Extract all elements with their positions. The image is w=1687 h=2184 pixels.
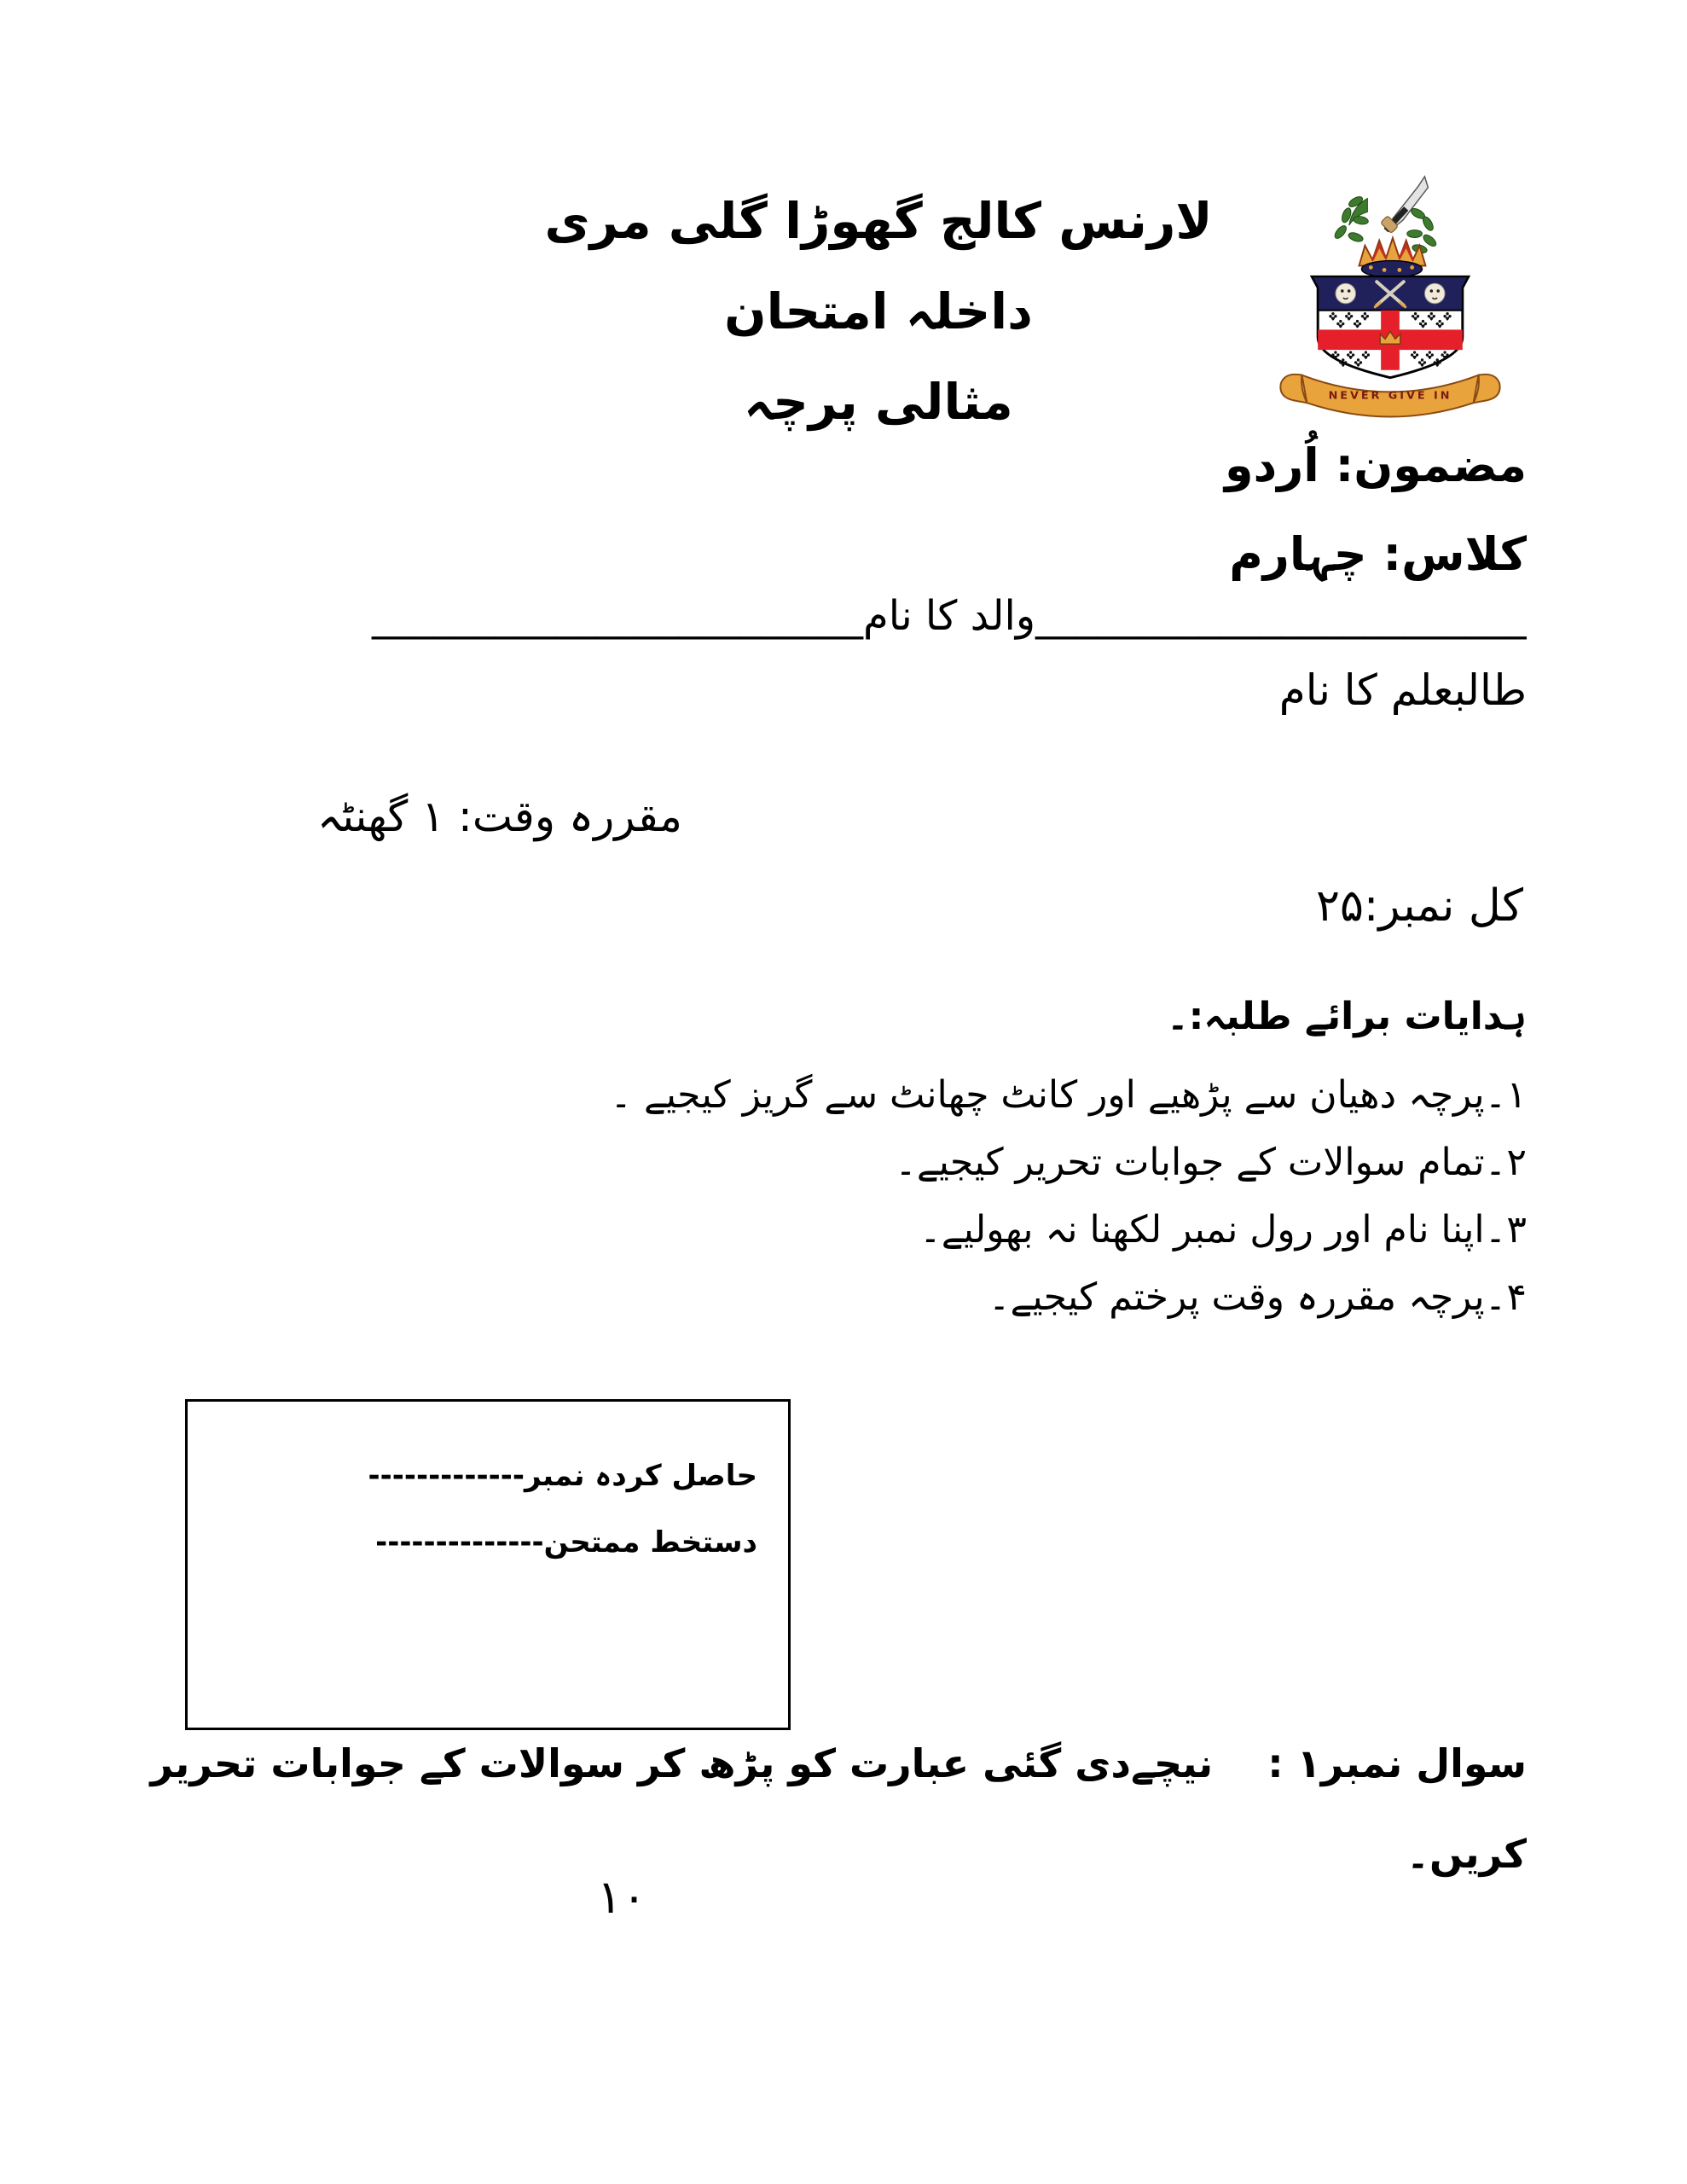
question-1-marks: ۱۰: [597, 1870, 647, 1924]
crest-dagger-icon: [1381, 177, 1429, 234]
student-name-label: طالبعلم کا نام: [1278, 665, 1527, 715]
college-crest: [1268, 162, 1512, 428]
time-allowed-line: مقررہ وقت: ۱ گھنٹہ: [317, 792, 682, 841]
crest-coronet-icon: [1359, 238, 1426, 277]
instruction-item-3: ۳۔اپنا نام اور رول نمبر لکھنا نہ بھولیے۔: [919, 1208, 1527, 1252]
instruction-item-2: ۲۔تمام سوالات کے جوابات تحریر کیجیے۔: [895, 1141, 1527, 1184]
father-name-blank-line: ________________________والد کا نام________________________: [371, 592, 1527, 640]
crest-motto-text: NEVER GIVE IN: [1328, 389, 1452, 403]
instruction-item-4: ۴۔پرچہ مقررہ وقت پرختم کیجیے۔: [988, 1275, 1527, 1319]
total-marks-line: کل نمبر:۲۵: [1316, 880, 1523, 932]
instruction-item-1: ۱۔پرچہ دھیان سے پڑھیے اور کانٹ چھانٹ سے گریز کیجیے ۔: [610, 1073, 1527, 1117]
instructions-heading: ہدایات برائے طلبہ:۔: [1167, 995, 1527, 1038]
crest-motto-ribbon: [1280, 375, 1499, 417]
entrance-exam-title: داخلہ امتحان: [724, 282, 1033, 340]
sample-paper-title: مثالی پرچہ: [744, 373, 1013, 431]
obtained-marks-line: حاصل کردہ نمبر-------------: [368, 1459, 757, 1493]
question-1-text-continued: کریں۔: [1406, 1831, 1527, 1877]
question-1-text: سوال نمبر۱ : نیچےدی گئی عبارت کو پڑھ کر سوالات کے جوابات تحریر: [150, 1740, 1527, 1786]
examiner-signature-line: دستخط ممتحن--------------: [375, 1525, 757, 1560]
subject-line: مضمون: اُردو: [1224, 439, 1527, 492]
class-line: کلاس: چہارم: [1229, 527, 1527, 581]
crest-shield-icon: [1312, 276, 1468, 377]
instructions-list: [128, 1061, 1527, 1331]
marks-signature-box: [185, 1399, 791, 1730]
college-name-title: لارنس کالج گھوڑا گلی مری: [544, 192, 1213, 250]
